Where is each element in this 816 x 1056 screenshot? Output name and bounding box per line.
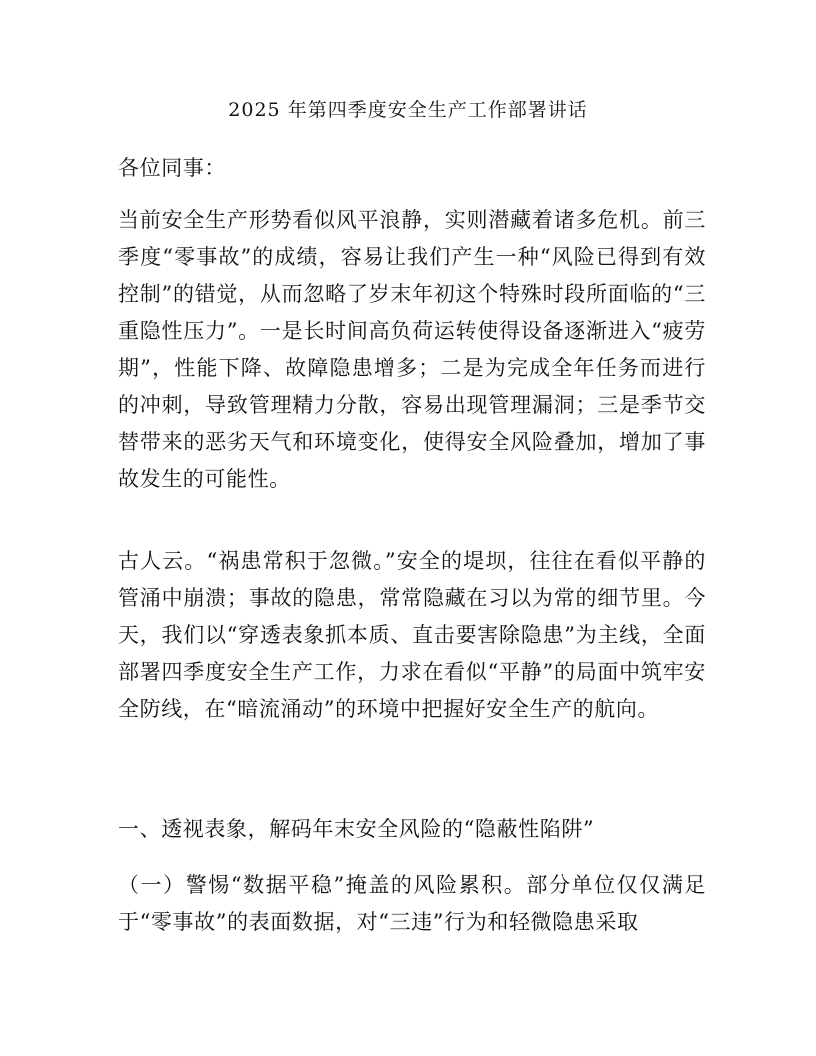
subsection-paragraph: （一）警惕“数据平稳”掩盖的风险累积。部分单位仅仅满足于“零事故”的表面数据，对“三违”行为和轻微隐患采取 — [118, 873, 706, 934]
document-title: 2025 年第四季度安全生产工作部署讲话 — [228, 99, 588, 121]
paragraph-2: 古人云。“祸患常积于忽微。”安全的堤坝，往往在看似平静的管涌中崩溃；事故的隐患，常常隐藏在习以为常的细节里。今天，我们以“穿透表象抓本质、直击要害除隐患”为主线，全面部署四季度安全生产工作，力求在看似“平静”的局面中筑牢安全防线，在“暗流涌动”的环境中把握好安全生产的航向。 — [118, 549, 706, 721]
greeting: 各位同事： — [118, 156, 226, 180]
section-heading: 一、透视表象，解码年末安全风险的“隐蔽性陷阱” — [118, 817, 595, 841]
paragraph-1: 当前安全生产形势看似风平浪静，实则潜藏着诸多危机。前三季度“零事故”的成绩，容易让我们产生一种“风险已得到有效控制”的错觉，从而忽略了岁末年初这个特殊时段所面临的“三重隐性压力”。一是长时间高负荷运转使得设备逐渐进入“疲劳期”，性能下降、故障隐患增多；二是为完成全年任务而进行的冲刺，导致管理精力分散，容易出现管理漏洞；三是季节交替带来的恶劣天气和环境变化，使得安全风险叠加，增加了事故发生的可能性。 — [118, 208, 706, 491]
